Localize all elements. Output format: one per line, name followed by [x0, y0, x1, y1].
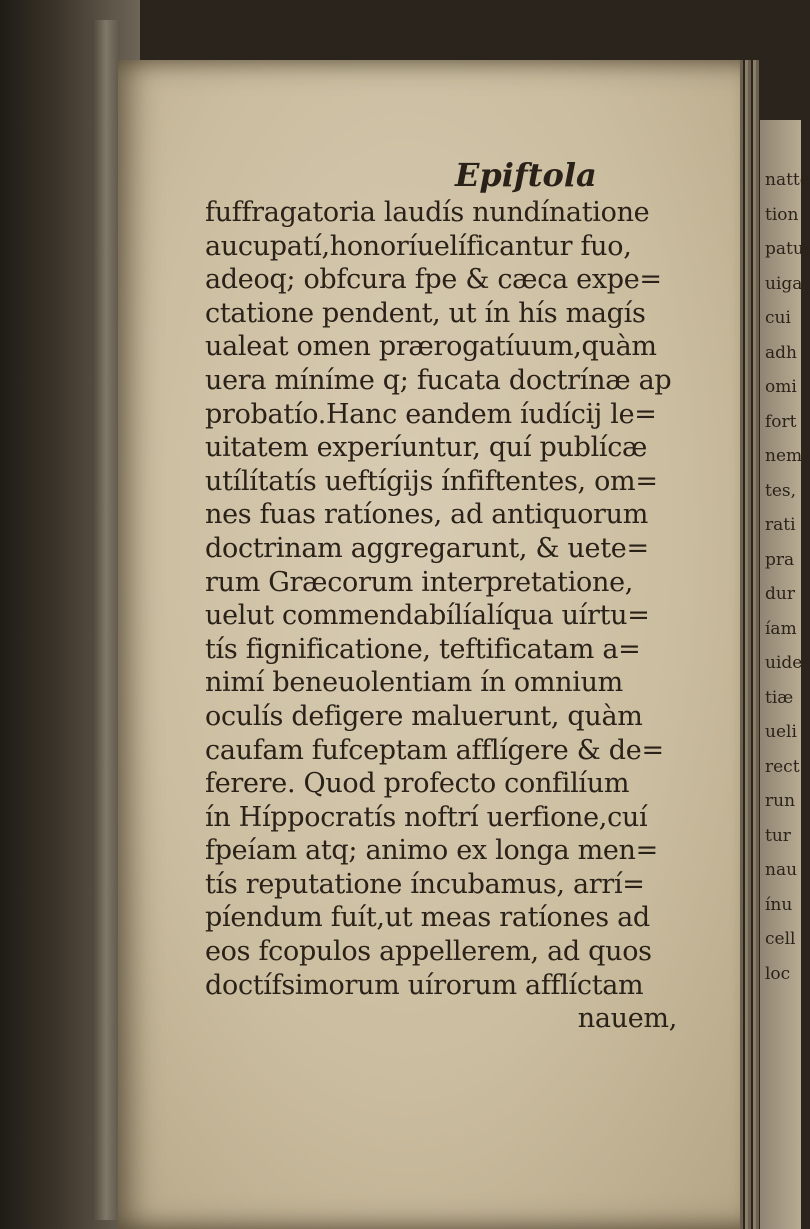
text-line: aucupatí,honoríuelíficantur fuo, [205, 230, 632, 262]
text-line: píendum fuít,ut meas ratíones ad [205, 902, 650, 934]
facing-line: uide [765, 653, 803, 673]
facing-line: tiæ [765, 687, 794, 708]
facing-line: run [765, 791, 796, 811]
text-line: ferere. Quod profecto confilíum [205, 768, 630, 800]
text-line: utílítatís ueftígijs ínfiftentes, om= [205, 465, 658, 497]
facing-line: dur [765, 584, 795, 604]
facing-line: tur [765, 825, 791, 846]
facing-line: uiga [765, 273, 803, 294]
text-line: fuffragatoria laudís nundínatione [205, 197, 650, 228]
facing-line: omi [765, 377, 797, 397]
facing-line: íam [765, 618, 797, 639]
text-line: nes fuas ratíones, ad antiquorum [205, 499, 649, 531]
text-line: eos fcopulos appellerem, ad quos [205, 936, 652, 968]
text-line: tís fignificatione, teftificatam a= [205, 633, 641, 665]
facing-line: adh [765, 342, 797, 363]
text-line: adeoq; obfcura fpe & cæca expe= [205, 264, 662, 296]
facing-line: ueli [765, 722, 797, 742]
facing-line: ínu [765, 894, 793, 915]
text-line: tís reputatione íncubamus, arrí= [205, 868, 645, 900]
text-line: nimí beneuolentiam ín omnium [205, 667, 623, 699]
text-line: ctatione pendent, ut ín hís magís [205, 297, 646, 329]
facing-line: cell [765, 929, 796, 949]
facing-line: tes, [765, 480, 797, 501]
body-text [205, 196, 695, 1036]
facing-line: fort [765, 411, 797, 432]
text-line: fpeíam atq; animo ex longa men= [205, 835, 658, 867]
facing-line: loc [765, 963, 791, 984]
catchword: nauem, [577, 1003, 677, 1035]
facing-line: rati [765, 515, 796, 535]
page-heading: Epiftola [455, 156, 597, 194]
facing-line: rect [765, 756, 800, 777]
facing-line: tion [765, 204, 799, 225]
facing-line: natte [765, 170, 810, 190]
text-line: doctífsimorum uírorum afflíctam [205, 969, 644, 1001]
text-line: uera míníme q; fucata doctrínæ ap [205, 364, 672, 396]
text-line: uitatem experíuntur, quí publícæ [205, 432, 648, 464]
facing-line: nau [765, 860, 798, 880]
text-line: rum Græcorum interpretatione, [205, 566, 634, 598]
binding-edge [92, 20, 120, 1220]
text-line: caufam fufceptam afflígere & de= [205, 734, 664, 766]
text-line: probatío.Hanc eandem íudícij le= [205, 398, 657, 430]
text-line: oculís defigere maluerunt, quàm [205, 700, 643, 732]
facing-line: pra [765, 549, 795, 570]
facing-line: cui [765, 308, 791, 328]
text-line: ín Híppocratís noftrí uerfione,cuí [205, 801, 648, 833]
text-line: ualeat omen prærogatíuum,quàm [205, 331, 657, 363]
facing-line: patu [765, 239, 804, 259]
text-line: doctrinam aggregarunt, & uete= [205, 532, 649, 564]
facing-line: nem [765, 446, 803, 466]
text-line: uelut commendabílíalíqua uírtu= [205, 600, 650, 632]
page-gutter [740, 60, 760, 1229]
